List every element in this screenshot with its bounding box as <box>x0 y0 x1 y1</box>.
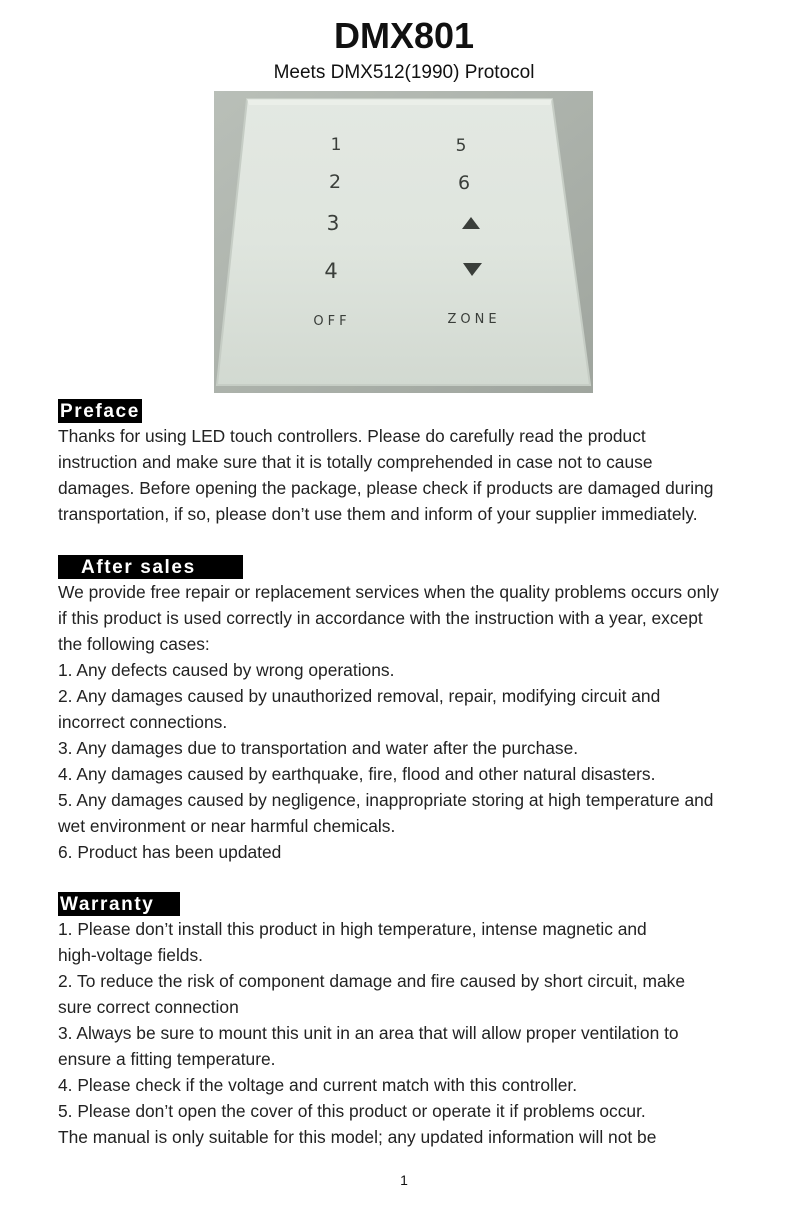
after-sales-line: 6. Product has been updated <box>58 842 282 862</box>
preface-line: instruction and make sure that it is totally comprehended in case not to cause <box>58 452 653 472</box>
after-sales-line: if this product is used correctly in accordance with the instruction with a year, except <box>58 608 703 628</box>
panel-label-6: 6 <box>457 172 471 194</box>
after-sales-line: 2. Any damages caused by unauthorized removal, repair, modifying circuit and <box>58 686 661 706</box>
after-sales-line: the following cases: <box>58 634 210 654</box>
panel-label-2: 2 <box>328 171 342 193</box>
after-sales-line: We provide free repair or replacement services when the quality problems occurs only <box>58 582 719 602</box>
panel-label-zone: ZONE <box>447 312 501 327</box>
preface-line: damages. Before opening the package, please check if products are damaged during <box>58 478 714 498</box>
panel-label-3: 3 <box>326 211 340 235</box>
after-sales-section <box>58 555 758 865</box>
warranty-line: high-voltage fields. <box>58 945 204 965</box>
panel-label-off: OFF <box>313 314 351 329</box>
warranty-line: 3. Always be sure to mount this unit in an area that will allow proper ventilation to <box>58 1023 679 1043</box>
warranty-section <box>58 892 758 1150</box>
warranty-line: 2. To reduce the risk of component damage and fire caused by short circuit, make <box>58 971 686 991</box>
panel-label-4: 4 <box>324 259 338 283</box>
warranty-line: 1. Please don’t install this product in high temperature, intense magnetic and <box>58 919 647 939</box>
document-title: DMX801 <box>333 15 475 56</box>
after-sales-line: wet environment or near harmful chemicals. <box>58 816 396 836</box>
warranty-line: The manual is only suitable for this model; any updated information will not be <box>58 1127 657 1147</box>
preface-section <box>58 399 758 527</box>
after-sales-line: 4. Any damages caused by earthquake, fire, flood and other natural disasters. <box>58 764 656 784</box>
after-sales-line: 3. Any damages due to transportation and water after the purchase. <box>58 738 579 758</box>
warranty-line: sure correct connection <box>58 997 239 1017</box>
document-subtitle: Meets DMX512(1990) Protocol <box>273 62 535 83</box>
warranty-line: ensure a fitting temperature. <box>58 1049 276 1069</box>
after-sales-heading: After sales <box>58 555 243 579</box>
warranty-line: 5. Please don’t open the cover of this product or operate it if problems occur. <box>58 1101 646 1121</box>
after-sales-line: 5. Any damages caused by negligence, inappropriate storing at high temperature and <box>58 790 714 810</box>
preface-heading: Preface <box>60 401 140 422</box>
warranty-line: 4. Please check if the voltage and current match with this controller. <box>58 1075 578 1095</box>
touch-panel-photo <box>214 91 593 393</box>
after-sales-line: incorrect connections. <box>58 712 228 732</box>
preface-line: Thanks for using LED touch controllers. Please do carefully read the product <box>58 426 646 446</box>
page-number: 1 <box>400 1172 408 1188</box>
preface-line: transportation, if so, please don’t use them and inform of your supplier immediately. <box>58 504 698 524</box>
after-sales-line: 1. Any defects caused by wrong operations. <box>58 660 395 680</box>
warranty-heading: Warranty <box>58 892 180 916</box>
panel-label-1: 1 <box>330 135 342 155</box>
panel-label-5: 5 <box>455 136 467 156</box>
